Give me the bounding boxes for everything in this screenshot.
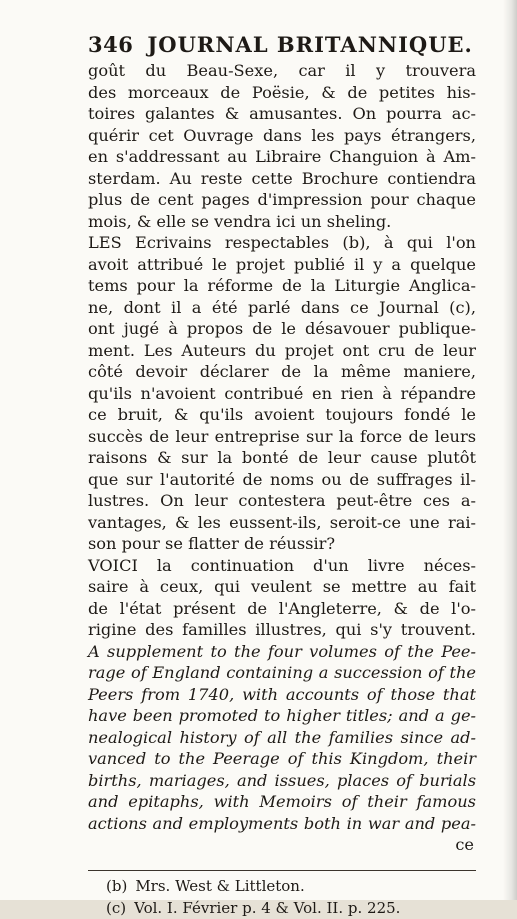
text-line: son pour se flatter de réussir? bbox=[88, 534, 336, 553]
running-header bbox=[88, 30, 476, 60]
text-line: succès de leur entreprise sur la force de leurs bbox=[88, 426, 476, 446]
footnote-text: Mrs. West & Littleton. bbox=[135, 876, 305, 895]
page-binding-shadow bbox=[503, 0, 517, 900]
footnote-mark: (b) bbox=[106, 876, 128, 895]
text-line: rage of England containing a succession of the bbox=[88, 663, 476, 682]
text-line: VOICI la continuation d'un livre néces- bbox=[88, 555, 476, 575]
text-line: lustres. On leur contestera peut-être ces a- bbox=[88, 491, 476, 510]
text-line: de l'état présent de l'Angleterre, & de l'o- bbox=[88, 598, 476, 618]
text-line: sterdam. Au reste cette Brochure contiendra bbox=[88, 168, 476, 188]
text-line: Peers from 1740, with accounts of those that bbox=[88, 684, 476, 704]
text-line: vantages, & les eussent-ils, seroit-ce une rai- bbox=[88, 512, 476, 532]
text-line: ce bruit, & qu'ils avoient toujours fondé le bbox=[88, 405, 476, 424]
text-line: vanced to the Peerage of this Kingdom, their bbox=[88, 749, 476, 768]
footnotes bbox=[88, 875, 476, 919]
text-line: LES Ecrivains respectables (b), à qui l'on bbox=[88, 233, 476, 252]
text-line: goût du Beau-Sexe, car il y trouvera bbox=[88, 61, 476, 80]
text-line: ne, dont il a été parlé dans ce Journal (c), bbox=[88, 297, 476, 317]
footnote bbox=[88, 897, 476, 919]
text-line: plus de cent pages d'impression pour chaque bbox=[88, 190, 476, 209]
text-line: qu'ils n'avoient contribué en rien à répandre bbox=[88, 383, 476, 403]
text-line: saire à ceux, qui veulent se mettre au fait bbox=[88, 577, 476, 596]
text-line: ment. Les Auteurs du projet ont cru de leur bbox=[88, 340, 476, 360]
text-line: mois, & elle se vendra ici un sheling. bbox=[88, 211, 392, 231]
text-line: côté devoir déclarer de la même maniere, bbox=[88, 362, 476, 381]
text-line: des morceaux de Poësie, & de petites his- bbox=[88, 82, 476, 102]
text-line: tems pour la réforme de la Liturgie Anglica- bbox=[88, 276, 476, 295]
catchword: ce bbox=[455, 835, 474, 854]
footnote-text: Vol. I. Février p. 4 & Vol. II. p. 225. bbox=[134, 898, 401, 917]
text-line: ont jugé à propos de le désavouer publique- bbox=[88, 319, 476, 338]
text-line: nealogical history of all the families since ad- bbox=[88, 727, 476, 747]
text-line: que sur l'autorité de noms ou de suffrages il- bbox=[88, 469, 476, 489]
text-line: rigine des familles illustres, qui s'y trouvent. bbox=[88, 620, 476, 639]
footnote-mark: (c) bbox=[106, 898, 127, 917]
text-line: A supplement to the four volumes of the Pee- bbox=[88, 641, 476, 661]
text-line: and epitaphs, with Memoirs of their famous bbox=[88, 792, 476, 811]
text-line: toires galantes & amusantes. On pourra ac- bbox=[88, 104, 476, 123]
footnote bbox=[88, 875, 476, 897]
text-line: quérir cet Ouvrage dans les pays étrangers, bbox=[88, 125, 476, 145]
text-line: raisons & sur la bonté de leur cause plutôt bbox=[88, 448, 476, 467]
running-title: JOURNAL BRITANNIQUE. bbox=[147, 32, 473, 57]
text-line: have been promoted to higher titles; and a ge- bbox=[88, 706, 476, 725]
text-line: actions and employments both in war and pea- bbox=[88, 813, 476, 833]
page-number: 346 bbox=[88, 32, 134, 57]
text-line: births, mariages, and issues, places of burials bbox=[88, 770, 476, 790]
page-text-block bbox=[88, 30, 476, 919]
text-line: en s'addressant au Libraire Changuion à Am- bbox=[88, 147, 476, 166]
footnote-rule bbox=[88, 870, 476, 871]
text-line: avoit attribué le projet publié il y a quelque bbox=[88, 254, 476, 274]
body-text bbox=[88, 60, 476, 856]
